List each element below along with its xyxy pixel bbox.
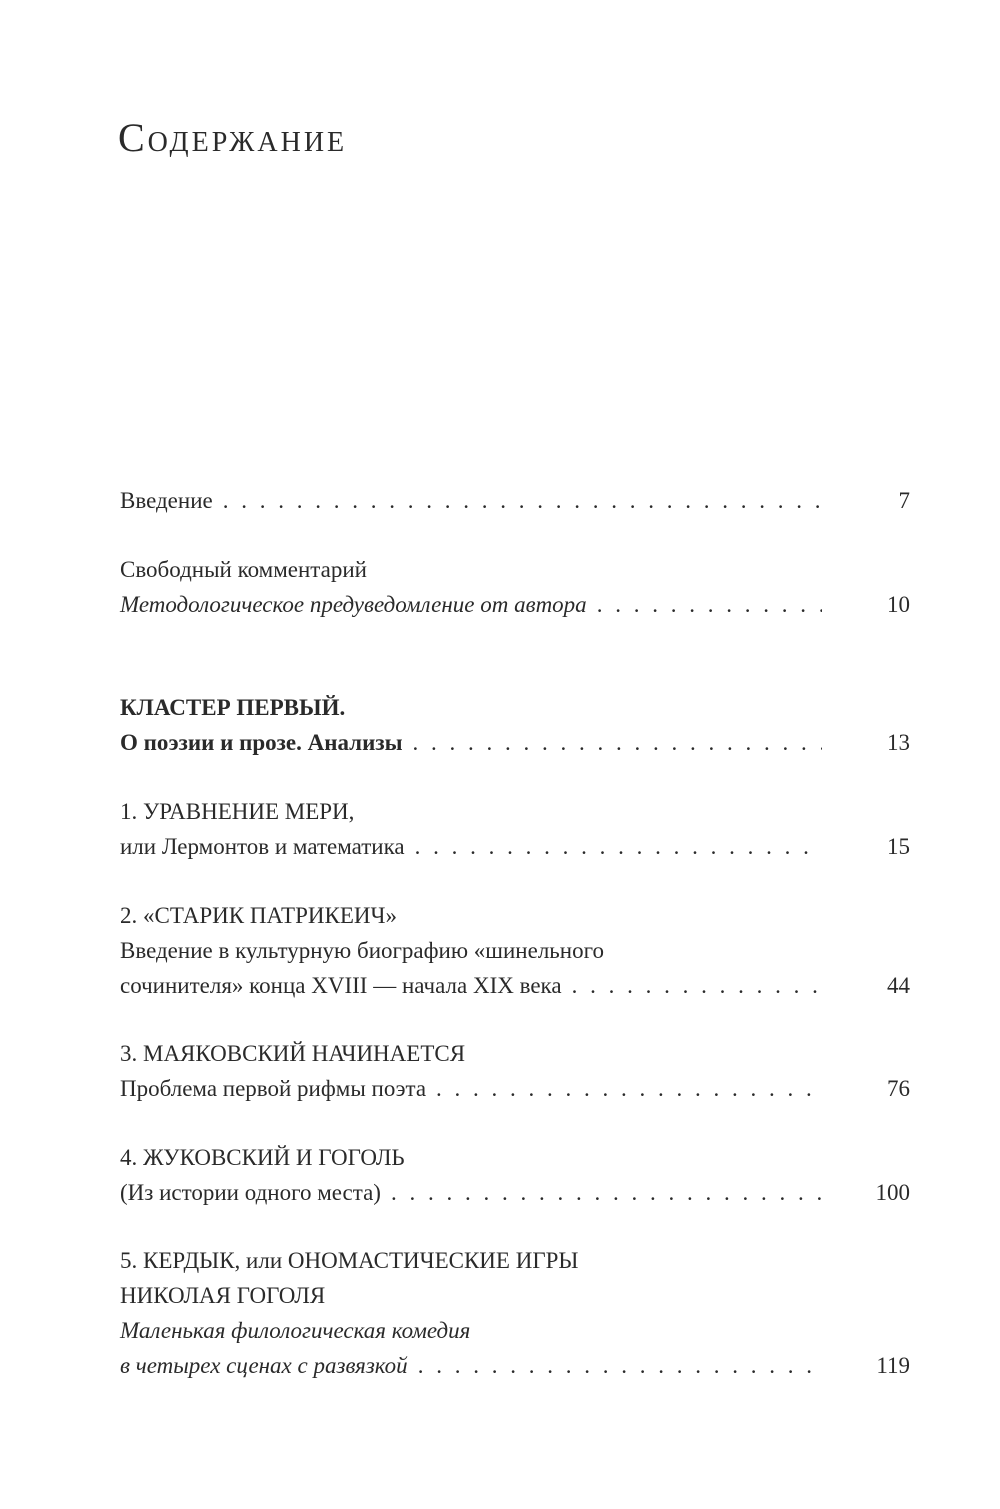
dot-leader [436,1071,822,1106]
toc-entry-subtitle: Методологическое предуведомление от автора [120,592,587,617]
toc-entry-introduction[interactable] [120,483,910,518]
toc-entry-heading: 2. «СТАРИК ПАТРИКЕИЧ» [120,903,397,928]
dot-leader [572,968,822,1003]
toc-page-number: 10 [887,592,910,617]
toc-entry-chapter-3[interactable] [120,1036,910,1106]
toc-entry-chapter-5[interactable] [120,1243,910,1383]
toc-entry-chapter-4[interactable] [120,1140,910,1210]
dot-leader [597,587,822,622]
toc-entry-subtitle: или Лермонтов и математика [120,834,405,859]
toc-section-heading: КЛАСТЕР ПЕРВЫЙ. [120,695,346,720]
toc-entry-subtitle: Проблема первой рифмы поэта [120,1076,427,1101]
toc-entry-heading: 1. УРАВНЕНИЕ МЕРИ, [120,799,355,824]
toc-entry-heading: Свободный комментарий [120,557,367,582]
toc-entry-heading: 4. ЖУКОВСКИЙ И ГОГОЛЬ [120,1145,405,1170]
toc-entry-subtitle: в четырех сценах с развязкой [120,1353,408,1378]
toc-entry-free-commentary[interactable] [120,552,910,622]
toc-page-number: 15 [887,834,910,859]
toc-page-number: 7 [898,488,910,513]
toc-entry-heading: 3. МАЯКОВСКИЙ НАЧИНАЕТСЯ [120,1041,466,1066]
toc-entry-heading: 5. КЕРДЫК, или ОНОМАСТИЧЕСКИЕ ИГРЫ [120,1248,579,1273]
toc-entry-subtitle: (Из истории одного места) [120,1180,381,1205]
dot-leader [223,483,822,518]
toc-page-number: 13 [887,730,910,755]
toc-page-number: 119 [876,1353,910,1378]
dot-leader [391,1175,822,1210]
dot-leader [415,829,822,864]
toc-entry-cluster-one[interactable] [120,690,910,760]
dot-leader [418,1348,822,1383]
toc-entry-subtitle-line: Маленькая филологическая комедия [120,1318,471,1343]
toc-entry-subtitle-line: Введение в культурную биографию «шинельного [120,938,604,963]
toc-page-number: 100 [875,1180,910,1205]
toc-entry-heading-cont: НИКОЛАЯ ГОГОЛЯ [120,1283,326,1308]
page-title: Содержание [118,115,348,160]
toc-entry-chapter-1[interactable] [120,794,910,864]
dot-leader [413,725,822,760]
toc-page-number: 76 [887,1076,910,1101]
toc-page-number: 44 [887,973,910,998]
toc-section-subtitle: О поэзии и прозе. Анализы [120,730,403,755]
toc-entry-title: Введение [120,488,213,513]
toc-entry-subtitle: сочинителя» конца XVIII — начала XIX века [120,973,562,998]
toc-entry-chapter-2[interactable] [120,898,910,1003]
